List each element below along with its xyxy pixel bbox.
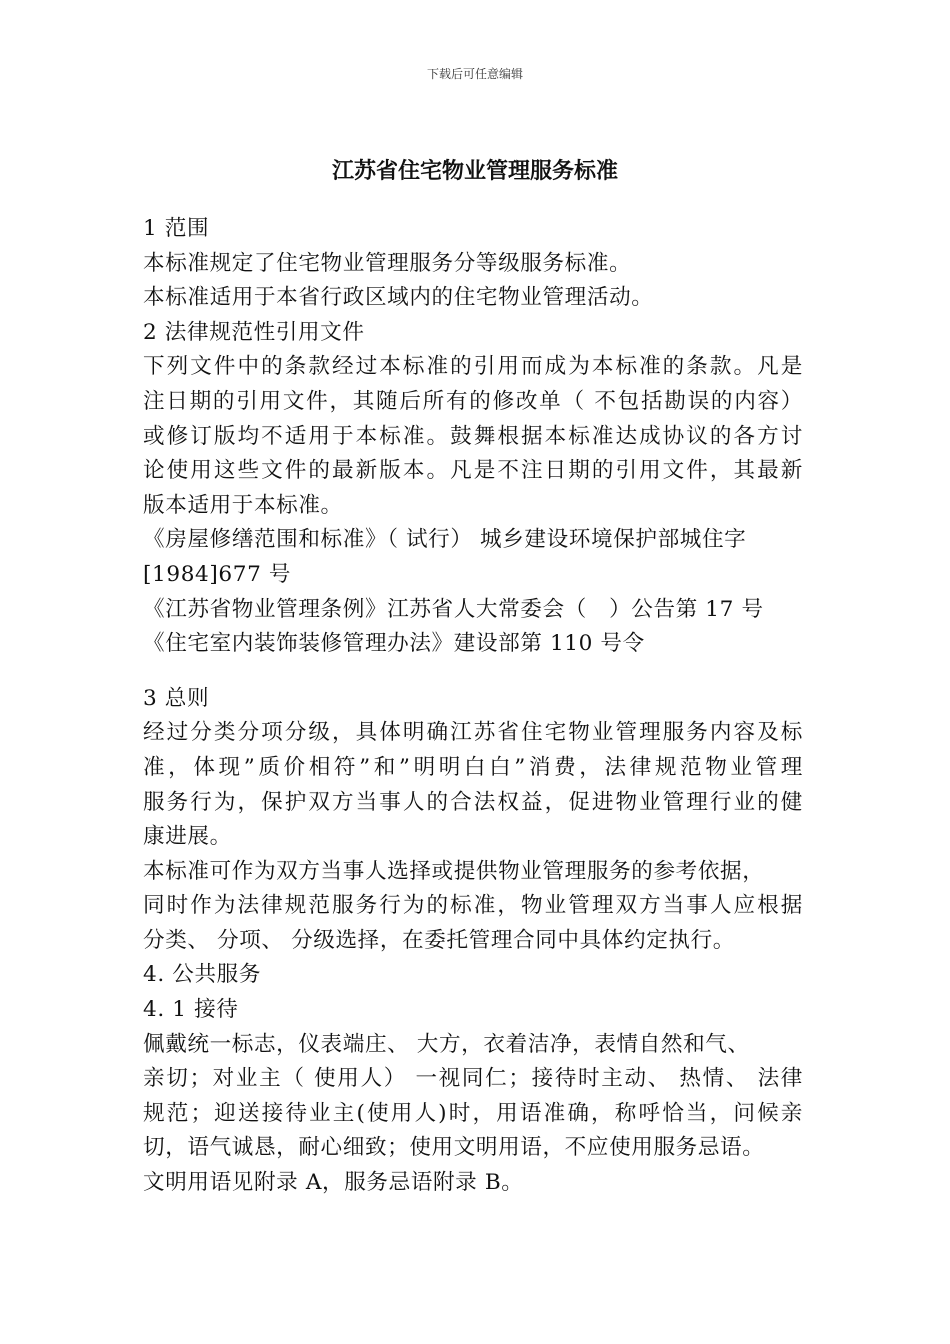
paragraph-line: 康进展。 [143,824,232,850]
section-heading-references: 2 法律规范性引用文件 [143,319,365,345]
document-body [143,212,803,1201]
paragraph-line: 同时作为法律规范服务行为的标准，物业管理双方当事人应根据 [143,893,803,919]
section-heading-general: 3 总则 [143,685,210,711]
paragraph-line: 规范；迎送接待业主(使用人)时，用语准确，称呼恰当，问候亲 [143,1100,803,1126]
paragraph-line: 佩戴统一标志，仪表端庄、 大方，衣着洁净，表情自然和气、 [143,1031,750,1057]
paragraph-line: 论使用这些文件的最新版本。凡是不注日期的引用文件，其最新 [143,458,803,484]
paragraph-line: 分类、 分项、 分级选择，在委托管理合同中具体约定执行。 [143,927,735,953]
paragraph-line: 文明用语见附录 A，服务忌语附录 B。 [143,1170,524,1196]
paragraph-line: 亲切；对业主（ 使用人） 一视同仁；接待时主动、 热情、 法律 [143,1066,803,1092]
paragraph-line: 下列文件中的条款经过本标准的引用而成为本标准的条款。凡是 [143,354,803,380]
subsection-heading-reception: 4. 1 接待 [143,997,239,1023]
paragraph-line: 本标准规定了住宅物业管理服务分等级服务标准。 [143,250,632,276]
reference-item: [1984]677 号 [143,561,292,587]
paragraph-line: 注日期的引用文件，其随后所有的修改单（ 不包括勘误的内容） [143,388,803,414]
reference-item: 《住宅室内装饰装修管理办法》建设部第 110 号令 [143,631,645,657]
paragraph-gap [143,662,803,682]
header-note: 下载后可任意编辑 [426,67,523,81]
paragraph-line: 准，体现”质价相符”和”明明白白”消费，法律规范物业管理 [143,754,803,780]
paragraph-line: 或修订版均不适用于本标准。鼓舞根据本标准达成协议的各方讨 [143,423,803,449]
paragraph-line: 切，语气诚恳，耐心细致；使用文明用语，不应使用服务忌语。 [143,1135,765,1161]
paragraph-line: 版本适用于本标准。 [143,492,343,518]
reference-item: 《江苏省物业管理条例》江苏省人大常委会（ ）公告第 17 号 [143,596,764,622]
paragraph-line: 服务行为，保护双方当事人的合法权益，促进物业管理行业的健 [143,789,803,815]
section-heading-public-service: 4. 公共服务 [143,962,262,988]
paragraph-line: 本标准可作为双方当事人选择或提供物业管理服务的参考依据， [143,858,765,884]
document-title: 江苏省住宅物业管理服务标准 [331,159,618,184]
reference-item: 《房屋修缮范围和标准》（ 试行） 城乡建设环境保护部城住字 [143,527,747,553]
paragraph-line: 本标准适用于本省行政区域内的住宅物业管理活动。 [143,285,654,311]
paragraph-line: 经过分类分项分级，具体明确江苏省住宅物业管理服务内容及标 [143,720,803,746]
section-heading-scope: 1 范围 [143,216,210,241]
